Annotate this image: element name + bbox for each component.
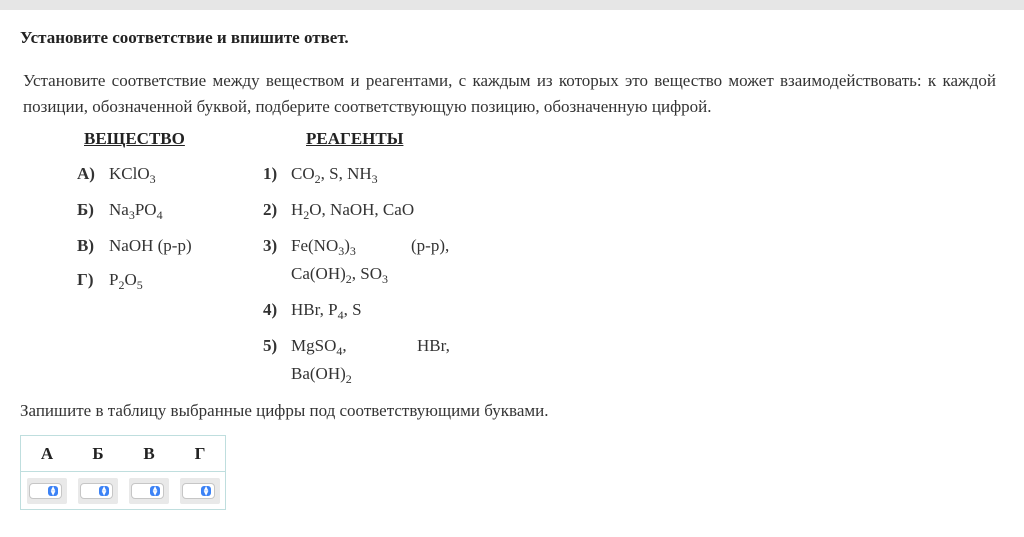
reagent-formula-line2: $Ba(OH)_2$ [291,364,352,386]
reagent-label: 1) [263,164,278,183]
substance-label: Б) [77,200,94,219]
task-instruction: Установите соответствие между веществом и реагентами, с каждым из которых это вещество может взаимодействовать: к каждой позиции, обозначенной буквой, подберите соответствующую позицию, обозначенную цифрой. [23,71,996,116]
substance-formula: $P_2O_5$ [109,270,143,292]
updown-chevron-icon: ▲ ▼ [99,486,109,496]
answer-table [20,435,226,510]
answer-select-b[interactable] [80,483,113,499]
reagent-formula: $H_2O$, NaOH, CaO [291,200,415,222]
reagent-label: 4) [263,300,278,319]
reagent-formula-tail: (р-р), [411,236,450,255]
reagent-formula-line1: $Fe(NO_3)_3$ [291,236,356,258]
answer-instruction: Запишите в таблицу выбранные цифры под соответствующими буквами. [20,401,549,420]
updown-chevron-icon: ▲ ▼ [48,486,58,496]
reagent-label: 5) [263,336,278,355]
substance-label: Г) [77,270,94,289]
reagent-label: 3) [263,236,278,255]
reagent-label: 2) [263,200,278,219]
substance-formula: $Na_3PO_4$ [109,200,163,222]
answer-header-a: А [40,444,54,463]
updown-chevron-icon: ▲ ▼ [150,486,160,496]
answer-header-g: Г [194,444,206,463]
reagent-formula-line1: MgSO$_4$, [291,336,347,358]
substance-column-header: ВЕЩЕСТВО [84,129,185,148]
substance-label: А) [77,164,95,183]
answer-select-v[interactable] [131,483,164,499]
reagent-formula: $CO_2$, S, $NH_3$ [291,164,378,186]
reagents-column-header: РЕАГЕНТЫ [306,129,404,148]
reagent-row [263,232,463,288]
substance-formula: KClO$_3$ [109,164,156,186]
table-divider [21,471,225,472]
reagent-formula: HBr, $P_4$, S [291,300,362,322]
task-heading: Установите соответствие и впишите ответ. [20,28,349,47]
answer-select-g[interactable] [182,483,215,499]
reagent-row [263,332,463,388]
answer-header-b: Б [92,444,104,463]
substance-label: В) [77,236,94,255]
reagent-formula-tail: HBr, [417,336,450,355]
substance-formula: NaOH (р-р) [109,236,192,255]
updown-chevron-icon: ▲ ▼ [201,486,211,496]
top-bar [0,0,1024,10]
answer-header-v: В [143,444,155,463]
reagent-formula-line2: $Ca(OH)_2$, $SO_3$ [291,264,388,286]
answer-select-a[interactable] [29,483,62,499]
